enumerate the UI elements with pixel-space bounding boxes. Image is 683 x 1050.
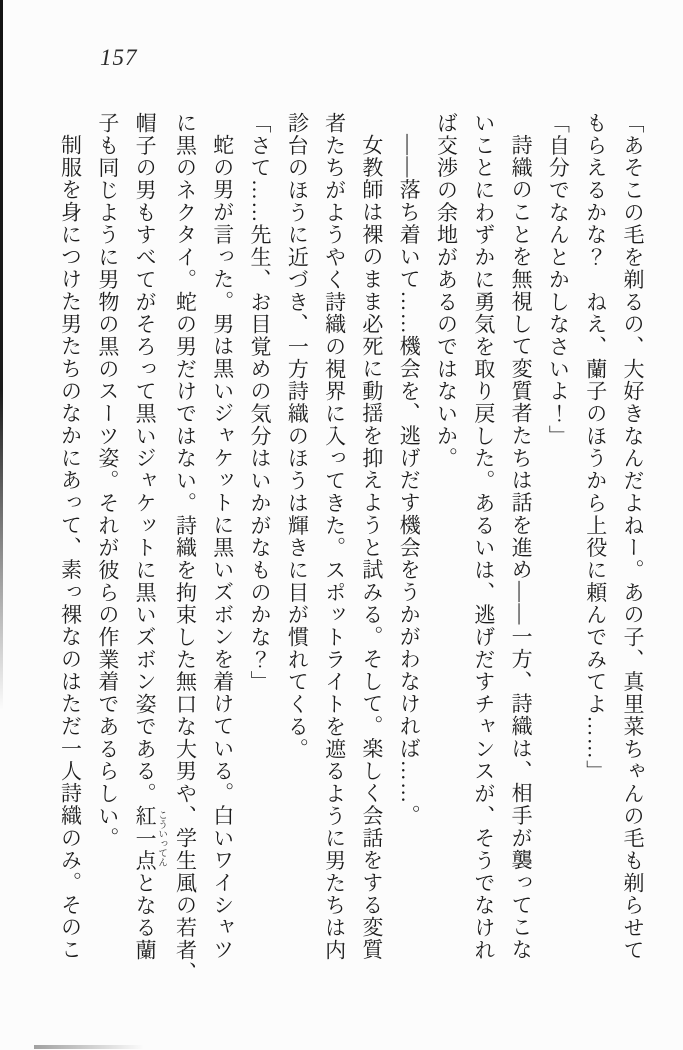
text-line-14-pre: 帽子の男もすべてがそろって黒いジャケットに黒いズボン姿である。 xyxy=(133,112,158,805)
text-block xyxy=(51,112,651,1024)
text-line-02: もらえるかな？ ねえ、蘭子のほうから上役に頼んでみてよ……」 xyxy=(583,112,608,783)
furigana-text: こういってん xyxy=(156,804,167,872)
furigana-ruby xyxy=(133,804,167,872)
text-line-16: 制服を身につけた男たちのなかにあって、素っ裸なのはただ一人詩織のみ。そのこ xyxy=(58,134,83,961)
text-line-09: 者たちがようやく詩織の視界に入ってきた。スポットライトを遮るように男たちは内 xyxy=(322,112,347,962)
text-line-13: に黒のネクタイ。蛇の男だけではない。詩織を拘束した無口な大男や、学生風の若者、 xyxy=(173,112,198,984)
text-line-14-post: となる蘭 xyxy=(133,871,158,962)
text-line-11: 「さて……先生、お目覚めの気分はいかがなものかな？」 xyxy=(248,112,273,694)
text-line-07: ――落ち着いて……機会を、逃げだす機会をうかがわなければ……。 xyxy=(397,134,422,827)
text-line-08: 女教師は裸のまま必死に動揺を抑えようと試みる。そして。楽しく会話をする変質 xyxy=(359,134,384,961)
text-line-06: ば交渉の余地があるのではないか。 xyxy=(434,112,459,470)
scan-edge-artifact xyxy=(0,0,3,710)
furigana-base: 紅一点 xyxy=(133,804,158,872)
scan-bottom-artifact xyxy=(34,1045,144,1049)
text-line-10: 診台のほうに近づき、一方詩織のほうは輝きに目が慣れてくる。 xyxy=(285,112,310,761)
text-line-15: 子も同じように男物の黒のスーツ姿。それが彼らの作業着であるらしい。 xyxy=(95,112,120,850)
page-number: 157 xyxy=(100,45,138,70)
text-line-05: いことにわずかに勇気を取り戻した。あるいは、逃げだすチャンスが、そうでなけれ xyxy=(471,112,496,962)
text-line-12: 蛇の男が言った。男は黒いジャケットに黒いズボンを着けている。白いワイシャツ xyxy=(210,134,235,961)
text-line-03: 「自分でなんとかしなさいよ！」 xyxy=(546,112,571,448)
text-line-14 xyxy=(126,112,166,1024)
text-line-01: 「あそこの毛を剃るの、大好きなんだよねー。あの子、真里菜ちゃんの毛も剃らせて xyxy=(621,112,645,962)
text-line-04: 詩織のことを無視して変質者たちは話を進め――一方、詩織は、相手が襲ってこな xyxy=(509,134,534,961)
